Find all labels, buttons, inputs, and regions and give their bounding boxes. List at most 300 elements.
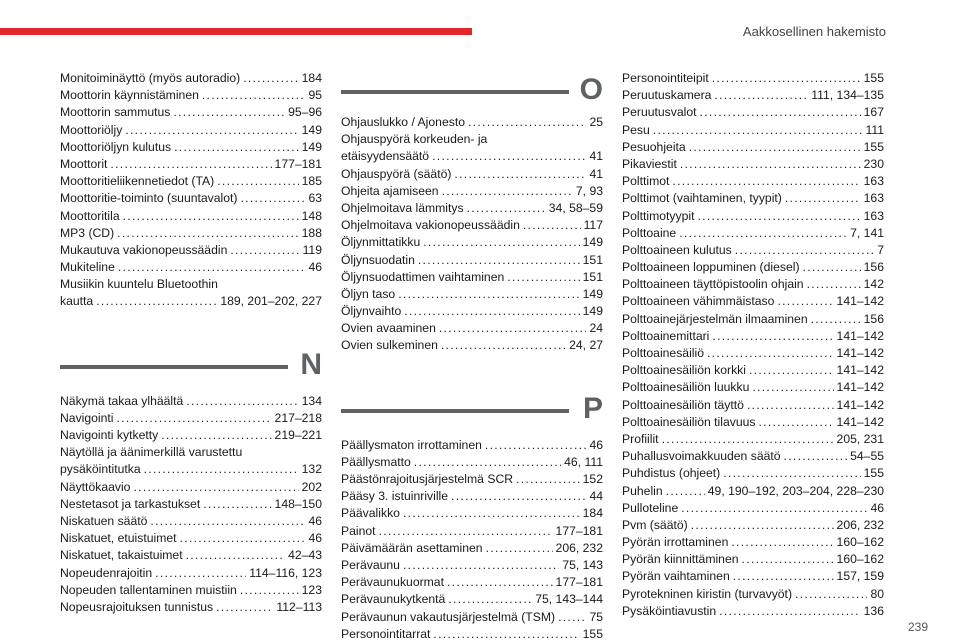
index-entry [622, 345, 884, 362]
index-term: Polttoainejärjestelmän ilmaaminen [622, 311, 808, 326]
index-term: Navigointi [60, 410, 114, 425]
index-term: Moottorin käynnistäminen [60, 88, 199, 103]
index-term: Puhelin [622, 483, 663, 498]
dot-leader [217, 173, 298, 190]
dot-leader [404, 303, 579, 320]
index-entry [341, 505, 603, 522]
dot-leader [439, 320, 587, 337]
index-term: Pesuohjeita [622, 139, 686, 154]
dot-leader [467, 200, 546, 217]
index-page-ref: 156 [863, 260, 884, 275]
dot-leader [672, 173, 860, 190]
index-entry [622, 156, 884, 173]
index-term: Pysäköintiavustin [622, 603, 717, 618]
index-entry [622, 293, 884, 310]
index-term: Ohjelmoitava vakionopeussäädin [341, 218, 520, 233]
index-page-ref: 7 [877, 242, 884, 257]
index-term: Polttoaine [622, 225, 677, 240]
dot-leader [202, 87, 306, 104]
index-page-ref: 149 [301, 139, 322, 154]
dot-leader [161, 427, 271, 444]
dot-leader [697, 208, 860, 225]
index-term: Niskatuet, etuistuimet [60, 531, 177, 546]
index-term-line: Musiikin kuuntelu Bluetoothin [60, 277, 218, 292]
index-entry [622, 534, 884, 551]
index-term: Polttoaineen vähimmäistaso [622, 294, 775, 309]
index-term: Perävaunukytkentä [341, 592, 446, 607]
index-page-ref: 132 [301, 462, 322, 477]
index-page-ref: 230 [863, 156, 884, 171]
index-page-ref: 141–142 [836, 414, 884, 429]
index-page-ref: 7, 141 [850, 225, 884, 240]
index-term: Pyörän vaihtaminen [622, 569, 730, 584]
index-entry [60, 190, 322, 207]
dot-leader [803, 259, 861, 276]
dot-leader [433, 626, 579, 643]
index-term: Pikaviestit [622, 156, 677, 171]
index-term: Päivämäärän asettaminen [341, 540, 483, 555]
index-page-ref: 75, 143–144 [535, 592, 603, 607]
dot-leader [723, 465, 860, 482]
index-page-ref: 75, 143 [562, 557, 603, 572]
index-page-ref: 141–142 [836, 397, 884, 412]
index-page-ref: 142 [863, 277, 884, 292]
index-entry [622, 70, 884, 87]
index-page-ref: 46, 111 [564, 454, 603, 469]
index-page-ref: 155 [582, 626, 603, 641]
dot-leader [451, 488, 586, 505]
dot-leader [662, 431, 834, 448]
index-term: Öljynmittatikku [341, 235, 421, 250]
index-page-ref: 149 [301, 122, 322, 137]
dot-leader [485, 437, 587, 454]
index-term: Polttoainesäiliön täyttö [622, 397, 744, 412]
index-page-ref: 155 [863, 139, 884, 154]
index-page-ref: 95–96 [288, 105, 322, 120]
index-entry [341, 337, 603, 354]
index-entry [622, 465, 884, 482]
dot-leader [173, 104, 285, 121]
dot-leader [186, 547, 286, 564]
index-term: Pesu [622, 122, 650, 137]
index-page-ref: 167 [863, 105, 884, 120]
dot-leader [447, 574, 553, 591]
index-term: Mukiteline [60, 260, 115, 275]
dot-leader [784, 448, 848, 465]
index-page-ref: 112–113 [276, 599, 322, 614]
index-term: Pulloteline [622, 500, 679, 515]
index-entry [341, 454, 603, 471]
index-page-ref: 123 [301, 582, 322, 597]
index-page-ref: 141–142 [836, 363, 884, 378]
index-page-ref: 148 [301, 208, 322, 223]
index-entry [622, 311, 884, 328]
index-page-ref: 24, 27 [569, 338, 603, 353]
index-column-1 [60, 70, 322, 616]
index-term: Mukautuva vakionopeussäädin [60, 242, 228, 257]
index-term: Moottoriöljyn kulutus [60, 139, 172, 154]
index-page-ref: 49, 190–192, 203–204, 228–230 [707, 483, 884, 498]
dot-leader [230, 242, 299, 259]
dot-leader [747, 397, 834, 414]
index-page-ref: 177–181 [555, 575, 603, 590]
section-heading [60, 345, 322, 385]
dot-leader [418, 252, 580, 269]
dot-leader [174, 139, 299, 156]
index-term: Peruutusvalot [622, 105, 697, 120]
index-entry [60, 87, 322, 104]
dot-leader [243, 70, 298, 87]
index-entry [60, 461, 322, 478]
index-page-ref: 46 [308, 531, 322, 546]
index-page-ref: 163 [863, 191, 884, 206]
dot-leader [442, 183, 573, 200]
index-term: Öljynsuodattimen vaihtaminen [341, 269, 505, 284]
index-entry [622, 500, 884, 517]
dot-leader [507, 269, 579, 286]
index-entry [60, 410, 322, 427]
index-page-ref: 95 [308, 88, 322, 103]
index-entry [341, 320, 603, 337]
index-page-ref: 160–162 [836, 535, 884, 550]
dot-leader [216, 599, 273, 616]
index-page-ref: 136 [863, 603, 884, 618]
index-term: Päällysmaton irrottaminen [341, 437, 482, 452]
dot-leader [118, 259, 306, 276]
index-entry [341, 488, 603, 505]
index-entry [622, 173, 884, 190]
index-entry [60, 242, 322, 259]
index-term: Personointitarrat [341, 626, 431, 641]
index-page-ref: 185 [301, 174, 322, 189]
index-page-ref: 219–221 [274, 428, 322, 442]
index-page-ref: 217–218 [274, 410, 322, 425]
index-page-ref: 141–142 [836, 346, 884, 360]
dot-leader [681, 500, 867, 517]
index-term: Polttoaineen täyttöpistoolin ohjain [622, 277, 804, 292]
index-entry [622, 603, 884, 620]
section-letter: N [300, 347, 322, 381]
dot-leader [117, 225, 298, 242]
index-entry [341, 252, 603, 269]
dot-leader [807, 276, 861, 293]
index-page-ref: 163 [863, 174, 884, 189]
index-entry [622, 259, 884, 276]
index-page-ref: 46 [589, 437, 603, 452]
dot-leader [735, 242, 874, 259]
index-term: Ohjeita ajamiseen [341, 183, 439, 198]
index-term: Nopeuden tallentaminen muistiin [60, 582, 237, 597]
index-entry [60, 427, 322, 444]
section-heading [341, 70, 603, 110]
index-term: etäisyydensäätö [341, 149, 430, 164]
index-page-ref: 202 [301, 479, 322, 494]
index-page-ref: 119 [302, 242, 322, 257]
index-term: Moottorit [60, 156, 108, 171]
index-page-ref: 111, 134–135 [811, 88, 884, 103]
index-term: Personointiteipit [622, 71, 709, 85]
index-page-ref: 46 [308, 513, 322, 528]
index-entry [60, 156, 322, 173]
index-entry [60, 393, 322, 410]
index-term: Öljynsuodatin [341, 252, 415, 267]
dot-leader [117, 410, 272, 427]
index-entry [341, 217, 603, 234]
dot-leader [403, 505, 580, 522]
index-term: Polttimot [622, 174, 670, 189]
index-page-ref: 160–162 [836, 552, 884, 567]
index-page-ref: 141–142 [836, 294, 884, 309]
index-term: Ohjauslukko / Ajonesto [341, 115, 465, 129]
index-page-ref: 141–142 [836, 380, 884, 395]
index-entry [341, 540, 603, 557]
index-term: pysäköintitutka [60, 462, 141, 477]
section-divider [341, 90, 569, 94]
index-term: kautta [60, 294, 94, 309]
spacer [60, 385, 322, 393]
dot-leader [180, 530, 306, 547]
index-term: Pääsy 3. istuinriville [341, 489, 449, 504]
index-entry [341, 574, 603, 591]
index-term: Polttoainesäiliö [622, 346, 704, 360]
spacer [341, 429, 603, 437]
index-term: Polttoainesäiliön luukku [622, 380, 750, 395]
dot-leader [468, 114, 586, 131]
index-page-ref: 149 [582, 286, 603, 301]
index-page-ref: 151 [582, 269, 603, 284]
dot-leader [691, 517, 834, 534]
dot-leader [125, 122, 298, 139]
index-term: Polttoainesäiliön tilavuus [622, 414, 756, 429]
index-entry [622, 431, 884, 448]
dot-leader [448, 591, 532, 608]
index-page-ref: 42–43 [288, 548, 322, 563]
dot-leader [523, 217, 581, 234]
index-entry [60, 139, 322, 156]
dot-leader [707, 345, 834, 362]
index-term: Näkymä takaa ylhäältä [60, 393, 184, 408]
page-header-title: Aakkosellinen hakemisto [742, 24, 886, 39]
index-page-ref: 184 [301, 71, 322, 85]
dot-leader [454, 166, 586, 183]
index-page-ref: 46 [870, 500, 884, 515]
index-term: Pyörän kiinnittäminen [622, 552, 739, 567]
dot-leader [96, 293, 217, 310]
index-entry [622, 122, 884, 139]
index-term: MP3 (CD) [60, 225, 115, 240]
dot-leader [700, 104, 861, 121]
index-entry [341, 148, 603, 165]
index-page-ref: 46 [308, 260, 322, 275]
index-entry [341, 286, 603, 303]
index-entry [341, 437, 603, 454]
dot-leader [558, 609, 586, 626]
index-entry [622, 362, 884, 379]
dot-leader [379, 523, 553, 540]
index-entry [622, 276, 884, 293]
index-term: Päästönrajoitusjärjestelmä SCR [341, 472, 514, 486]
index-entry [622, 379, 884, 396]
index-page-ref: 205, 231 [836, 431, 884, 446]
index-page-ref: 155 [863, 466, 884, 481]
index-entry [341, 609, 603, 626]
index-term: Puhdistus (ohjeet) [622, 466, 721, 481]
index-entry [60, 122, 322, 139]
index-column-2 [341, 70, 603, 643]
index-entry [60, 259, 322, 276]
dot-leader [733, 568, 834, 585]
index-entry [341, 471, 603, 488]
index-entry [622, 414, 884, 431]
index-entry [341, 114, 603, 131]
index-term: Ohjauspyörä (säätö) [341, 166, 452, 181]
section-divider [341, 409, 569, 413]
index-term: Perävaunu [341, 557, 400, 572]
index-page-ref: 7, 93 [575, 183, 603, 198]
index-entry [60, 496, 322, 513]
page-number: 239 [907, 620, 928, 634]
dot-leader [742, 551, 834, 568]
dot-leader [714, 87, 808, 104]
index-page-ref: 117 [583, 218, 603, 233]
index-entry [622, 483, 884, 500]
index-entry [60, 208, 322, 225]
index-term: Nopeusrajoituksen tunnistus [60, 599, 214, 614]
index-term: Pyrotekninen kiristin (turvavyöt) [622, 586, 793, 601]
index-term-line: Näytöllä ja äänimerkillä varustettu [60, 445, 243, 460]
index-page-ref: 149 [582, 235, 603, 250]
index-page-ref: 41 [589, 166, 603, 181]
index-entry [341, 183, 603, 200]
index-page-ref: 177–181 [555, 523, 603, 538]
index-term: Painot [341, 523, 376, 538]
index-term: Perävaunun vakautusjärjestelmä (TSM) [341, 609, 556, 624]
index-entry [341, 200, 603, 217]
index-page-ref: 41 [589, 149, 603, 164]
index-term: Ovien avaaminen [341, 321, 436, 336]
dot-leader [110, 156, 271, 173]
index-page-ref: 148–150 [274, 496, 322, 511]
header-accent-bar [0, 28, 472, 35]
index-page-ref: 152 [582, 472, 603, 486]
index-term: Pvm (säätö) [622, 517, 688, 532]
index-page-ref: 151 [582, 252, 603, 267]
dot-leader [240, 190, 305, 207]
spacer [341, 355, 603, 389]
dot-leader [123, 208, 299, 225]
index-term: Moottoritila [60, 208, 120, 223]
index-term: Nestetasot ja tarkastukset [60, 496, 201, 511]
index-entry [622, 517, 884, 534]
index-entry [60, 565, 322, 582]
index-page-ref: 206, 232 [836, 517, 884, 532]
index-entry [622, 190, 884, 207]
dot-leader [811, 311, 861, 328]
index-term: Niskatuen säätö [60, 513, 148, 528]
index-term: Nopeudenrajoitin [60, 565, 153, 580]
index-term: Polttoainesäiliön korkki [622, 363, 746, 378]
index-entry [622, 328, 884, 345]
index-term: Polttimotyypit [622, 208, 695, 223]
index-entry [622, 139, 884, 156]
dot-leader [666, 483, 705, 500]
index-entry [622, 397, 884, 414]
index-entry [341, 234, 603, 251]
index-page-ref: 155 [863, 71, 884, 85]
index-entry [622, 225, 884, 242]
dot-leader [516, 471, 580, 488]
index-page-ref: 157, 159 [836, 569, 884, 584]
index-page-ref: 141–142 [836, 328, 884, 343]
dot-leader [712, 70, 861, 87]
dot-leader [414, 454, 561, 471]
index-term: Näyttökaavio [60, 479, 131, 494]
index-entry [622, 551, 884, 568]
index-entry [60, 104, 322, 121]
index-entry [622, 568, 884, 585]
index-entry [341, 626, 603, 643]
index-entry [341, 303, 603, 320]
index-entry [60, 599, 322, 616]
index-column-3 [622, 70, 884, 620]
dot-leader [441, 337, 566, 354]
index-term-line: Ohjauspyörä korkeuden- ja [341, 132, 488, 147]
dot-leader [653, 122, 863, 139]
section-letter: P [582, 391, 603, 425]
index-page-ref: 206, 232 [555, 540, 603, 555]
index-page-ref: 134 [301, 393, 322, 408]
index-page-ref: 44 [589, 489, 603, 504]
dot-leader [486, 540, 553, 557]
index-term: Polttoaineen loppuminen (diesel) [622, 260, 800, 275]
index-page-ref: 114–116, 123 [249, 565, 322, 580]
dot-leader [777, 293, 833, 310]
index-page-ref: 163 [863, 208, 884, 223]
index-page-ref: 184 [582, 506, 603, 521]
index-entry [341, 557, 603, 574]
section-letter: O [579, 73, 603, 106]
index-term: Moottoriöljy [60, 122, 123, 137]
index-entry [60, 582, 322, 599]
index-term: Päävalikko [341, 506, 400, 521]
index-entry [622, 242, 884, 259]
index-page-ref: 63 [308, 191, 322, 206]
index-entry [622, 87, 884, 104]
dot-leader [712, 328, 833, 345]
index-term: Moottorin sammutus [60, 105, 171, 120]
index-term: Öljynvaihto [341, 304, 402, 319]
index-entry [341, 523, 603, 540]
spacer [60, 311, 322, 345]
index-page-ref: 34, 58–59 [548, 200, 603, 215]
index-page-ref: 111 [865, 122, 884, 137]
index-entry [60, 479, 322, 496]
index-entry [622, 448, 884, 465]
dot-leader [186, 393, 298, 410]
index-term: Polttoaineen kulutus [622, 242, 732, 257]
index-entry [60, 293, 322, 310]
dot-leader [133, 479, 298, 496]
index-entry [341, 166, 603, 183]
index-page-ref: 177–181 [274, 156, 322, 171]
dot-leader [155, 565, 246, 582]
index-term: Profiilit [622, 431, 659, 446]
dot-leader [423, 234, 579, 251]
index-entry [60, 513, 322, 530]
index-page-ref: 188 [301, 225, 322, 240]
index-page-ref: 149 [582, 304, 603, 319]
dot-leader [144, 461, 299, 478]
